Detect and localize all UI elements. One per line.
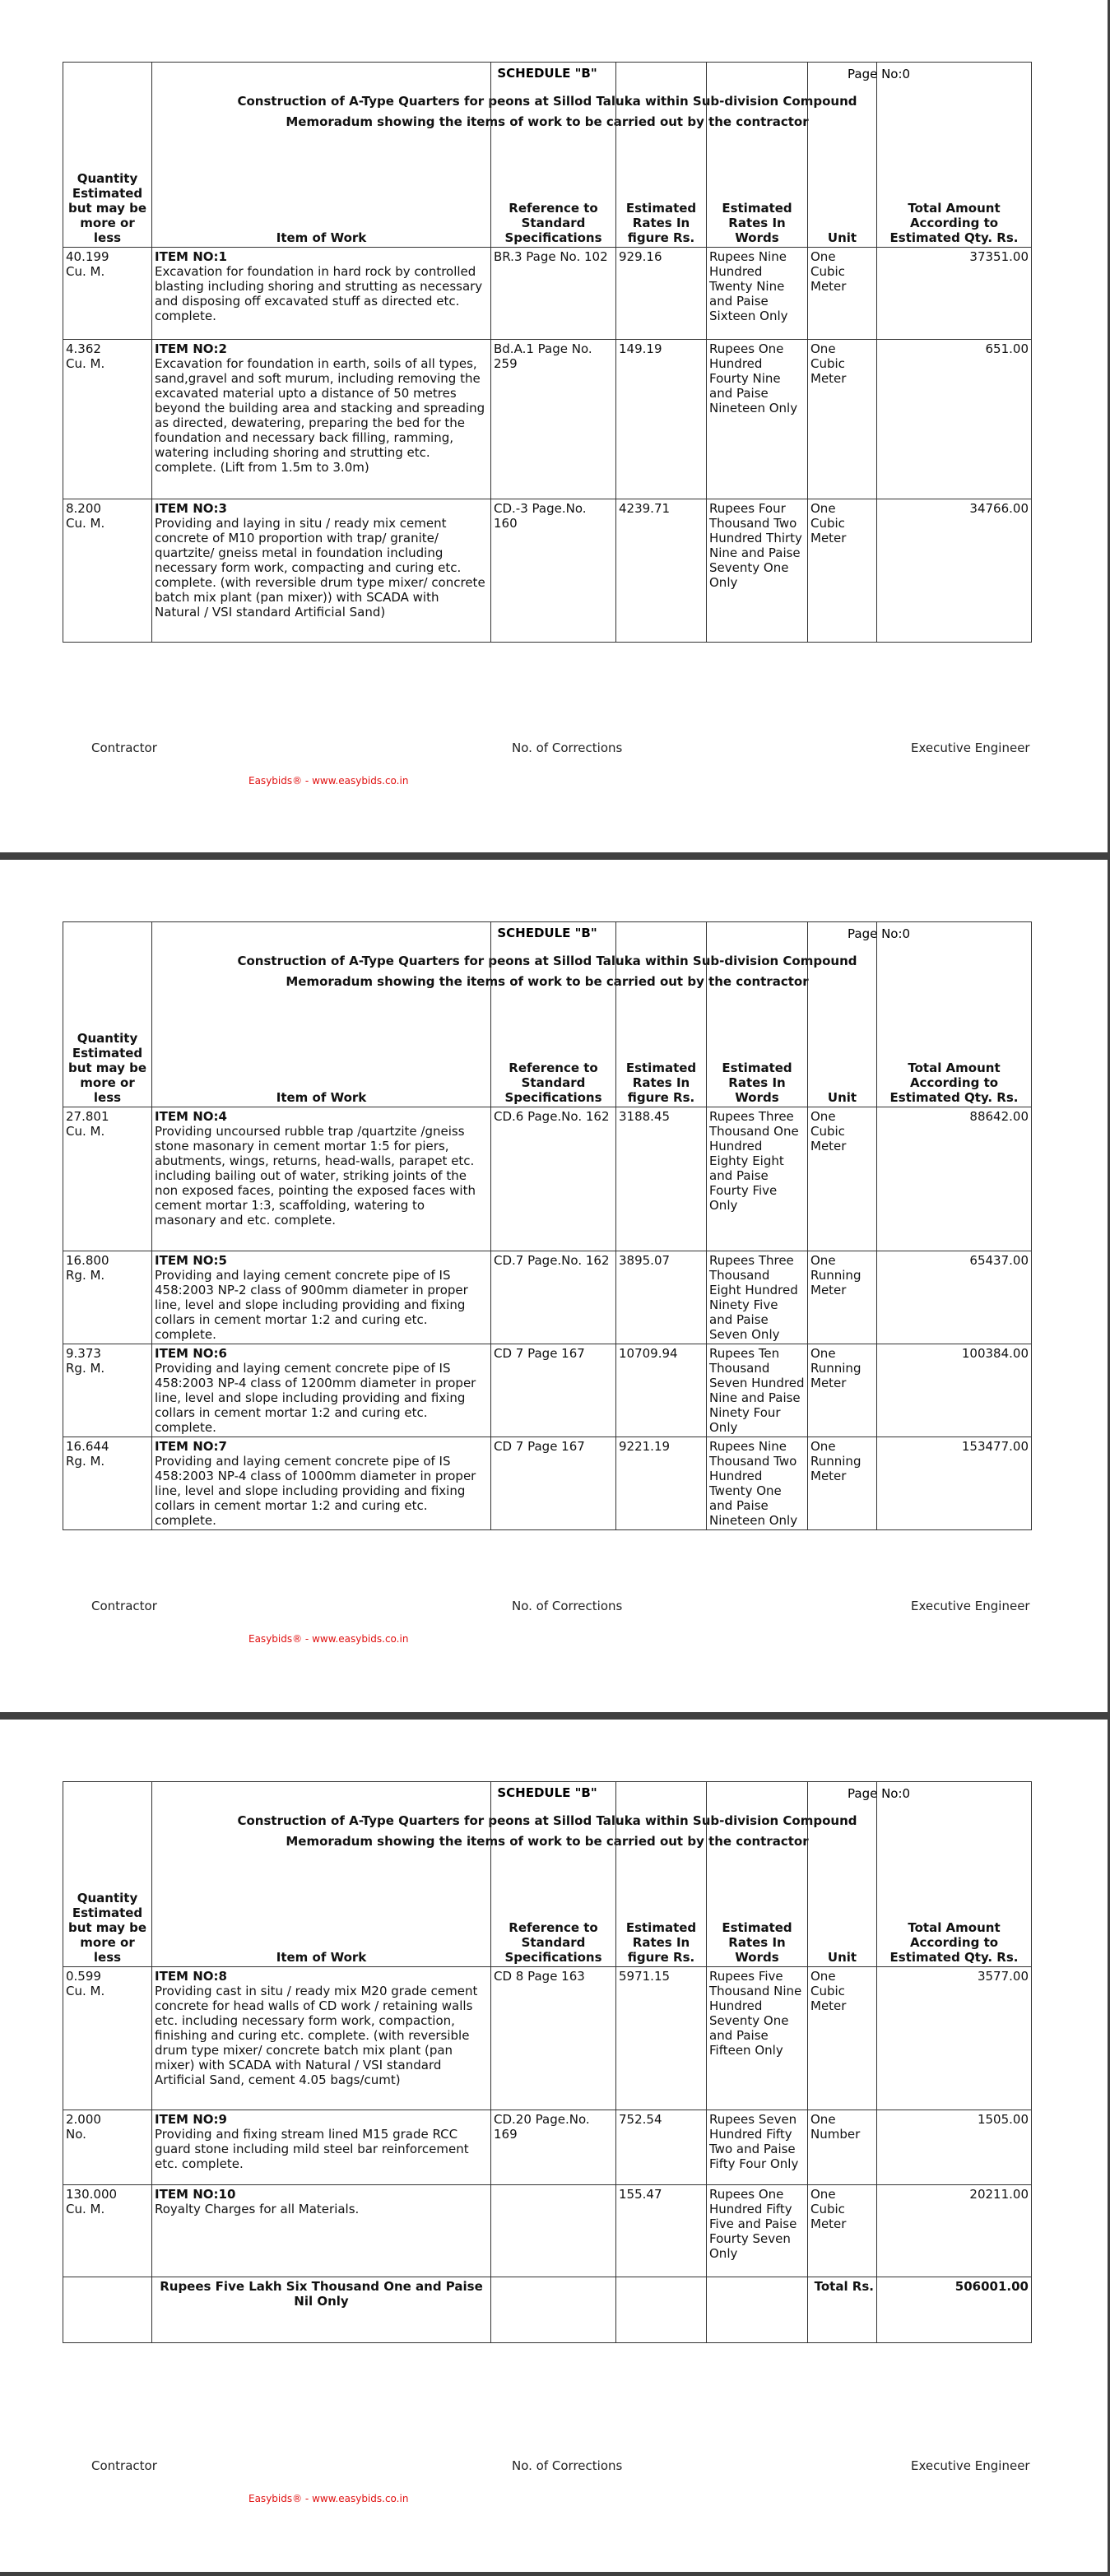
rate-cell: 9221.19 (616, 1437, 707, 1530)
qty-cell: 16.800 Rg. M. (63, 1251, 152, 1344)
total-in-words: Rupees Five Lakh Six Thousand One and Paise Nil Only (152, 2277, 491, 2343)
words-cell: Rupees Nine Thousand Two Hundred Twenty One and Paise Nineteen Only (707, 1437, 808, 1530)
rate-cell: 4239.71 (616, 499, 707, 643)
work-title: Construction of A-Type Quarters for peons at Sillod Taluka within Sub-division Compound (237, 954, 857, 968)
col-rate-figure: Estimated Rates In figure Rs. (616, 63, 707, 248)
ref-cell: Bd.A.1 Page No. 259 (491, 340, 616, 499)
col-qty: Quantity Estimated but may be more or less (63, 922, 152, 1107)
ref-cell: CD.6 Page.No. 162 (491, 1107, 616, 1251)
col-rate-figure: Estimated Rates In figure Rs. (616, 1782, 707, 1967)
col-ref: Reference to Standard Specifications (491, 1782, 616, 1967)
col-qty: Quantity Estimated but may be more or less (63, 1782, 152, 1967)
amount-cell: 20211.00 (877, 2185, 1032, 2277)
rate-cell: 5971.15 (616, 1967, 707, 2110)
amount-cell: 34766.00 (877, 499, 1032, 643)
unit-cell: One Cubic Meter (808, 2185, 877, 2277)
total-amount: 506001.00 (877, 2277, 1032, 2343)
rate-cell: 10709.94 (616, 1344, 707, 1437)
col-amount: Total Amount According to Estimated Qty. Rs. (877, 922, 1032, 1107)
ref-cell: CD 7 Page 167 (491, 1344, 616, 1437)
work-title: Construction of A-Type Quarters for peons at Sillod Taluka within Sub-division Compound (237, 1813, 857, 1828)
col-ref: Reference to Standard Specifications (491, 63, 616, 248)
table-row (63, 1107, 1032, 1251)
header-row (63, 63, 1032, 248)
table-row (63, 2185, 1032, 2277)
amount-cell: 3577.00 (877, 1967, 1032, 2110)
memo-title: Memoradum showing the items of work to be carried out by the contractor (286, 974, 809, 989)
rate-cell: 3188.45 (616, 1107, 707, 1251)
unit-cell: One Cubic Meter (808, 248, 877, 340)
words-cell: Rupees Seven Hundred Fifty Two and Paise Fifty Four Only (707, 2110, 808, 2185)
page-number-value: 0 (902, 67, 911, 81)
item-cell: ITEM NO:9 Providing and fixing stream lined M15 grade RCC guard stone including mild steel bar reinforcement etc. complete. (152, 2110, 491, 2185)
unit-cell: One Running Meter (808, 1344, 877, 1437)
table-row (63, 340, 1032, 499)
unit-cell: One Cubic Meter (808, 1107, 877, 1251)
item-cell: ITEM NO:7 Providing and laying cement concrete pipe of IS 458:2003 NP-4 class of 1000mm diameter in proper line, level and slope including providing and fixing collars in cement mortar 1:2 and curing etc. complete. (152, 1437, 491, 1530)
qty-cell: 40.199 Cu. M. (63, 248, 152, 340)
engineer-label: Executive Engineer (911, 740, 1030, 755)
item-cell: ITEM NO:6 Providing and laying cement concrete pipe of IS 458:2003 NP-4 class of 1200mm diameter in proper line, level and slope including providing and fixing collars in cement mortar 1:2 and curing etc. complete. (152, 1344, 491, 1437)
table-row (63, 2110, 1032, 2185)
unit-cell: One Cubic Meter (808, 340, 877, 499)
memo-title: Memoradum showing the items of work to be carried out by the contractor (286, 1834, 809, 1849)
words-cell: Rupees Three Thousand One Hundred Eighty Eight and Paise Fourty Five Only (707, 1107, 808, 1251)
page-number-value: 0 (902, 926, 911, 941)
words-cell: Rupees Ten Thousand Seven Hundred Nine and Paise Ninety Four Only (707, 1344, 808, 1437)
qty-cell: 0.599 Cu. M. (63, 1967, 152, 2110)
schedule-heading: SCHEDULE "B" (497, 926, 597, 940)
work-title: Construction of A-Type Quarters for peons at Sillod Taluka within Sub-division Compound (237, 94, 857, 109)
col-qty: Quantity Estimated but may be more or less (63, 63, 152, 248)
total-label: Total Rs. (808, 2277, 877, 2343)
corrections-label: No. of Corrections (512, 2458, 623, 2473)
amount-cell: 37351.00 (877, 248, 1032, 340)
item-cell: ITEM NO:5 Providing and laying cement concrete pipe of IS 458:2003 NP-2 class of 900mm diameter in proper line, level and slope including providing and fixing collars in cement mortar 1:2 and curing etc. complete. (152, 1251, 491, 1344)
col-item: Item of Work (152, 922, 491, 1107)
item-cell: ITEM NO:4 Providing uncoursed rubble trap /quartzite /gneiss stone masonary in cement mortar 1:5 for piers, abutments, wings, returns, head-walls, parapet etc. including bailing out of water, striking joints of the non exposed faces, pointing the exposed faces with cement mortar 1:3, scaffolding, watering to masonary and etc. complete. (152, 1107, 491, 1251)
table-row (63, 248, 1032, 340)
col-unit: Unit (808, 1782, 877, 1967)
qty-cell: 130.000 Cu. M. (63, 2185, 152, 2277)
table-row (63, 1251, 1032, 1344)
rate-cell: 155.47 (616, 2185, 707, 2277)
ref-cell: CD 7 Page 167 (491, 1437, 616, 1530)
contractor-label: Contractor (91, 2458, 157, 2473)
engineer-label: Executive Engineer (911, 2458, 1030, 2473)
total-blank-rate (616, 2277, 707, 2343)
ref-cell: BR.3 Page No. 102 (491, 248, 616, 340)
ref-cell (491, 2185, 616, 2277)
rate-cell: 929.16 (616, 248, 707, 340)
watermark-link[interactable]: Easybids® - www.easybids.co.in (248, 1633, 409, 1645)
corrections-label: No. of Corrections (512, 1599, 623, 1613)
item-cell: ITEM NO:2 Excavation for foundation in earth, soils of all types, sand,gravel and soft murum, including removing the excavated material upto a distance of 50 metres beyond the building area and stacking and spreading as directed, dewatering, preparing the bed for the foundation and necessary back filling, ramming, watering including shoring and strutting etc. complete. (Lift from 1.5m to 3.0m) (152, 340, 491, 499)
corrections-label: No. of Corrections (512, 740, 623, 755)
unit-cell: One Running Meter (808, 1251, 877, 1344)
watermark-link[interactable]: Easybids® - www.easybids.co.in (248, 775, 409, 787)
words-cell: Rupees Nine Hundred Twenty Nine and Paise Sixteen Only (707, 248, 808, 340)
item-cell: ITEM NO:8 Providing cast in situ / ready mix M20 grade cement concrete for head walls of CD work / retaining walls etc. including necessary form work, compaction, finishing and curing etc. complete. (with reversible drum type mixer/ concrete batch mix plant (pan mixer) with SCADA with Natural / VSI standard Artificial Sand, cement 4.05 bags/cumt) (152, 1967, 491, 2110)
col-item: Item of Work (152, 1782, 491, 1967)
col-amount: Total Amount According to Estimated Qty. Rs. (877, 63, 1032, 248)
item-cell: ITEM NO:1 Excavation for foundation in hard rock by controlled blasting including shoring and strutting as necessary and disposing off excavated stuff as directed etc. complete. (152, 248, 491, 340)
col-rate-figure: Estimated Rates In figure Rs. (616, 922, 707, 1107)
words-cell: Rupees One Hundred Fifty Five and Paise Fourty Seven Only (707, 2185, 808, 2277)
table-row (63, 1967, 1032, 2110)
page-3 (0, 1720, 1108, 2572)
unit-cell: One Cubic Meter (808, 499, 877, 643)
header-row (63, 922, 1032, 1107)
table-row (63, 1344, 1032, 1437)
total-blank-qty (63, 2277, 152, 2343)
ref-cell: CD.-3 Page.No. 160 (491, 499, 616, 643)
words-cell: Rupees Five Thousand Nine Hundred Seventy One and Paise Fifteen Only (707, 1967, 808, 2110)
qty-cell: 2.000 No. (63, 2110, 152, 2185)
rate-cell: 149.19 (616, 340, 707, 499)
unit-cell: One Running Meter (808, 1437, 877, 1530)
schedule-table (63, 1781, 1032, 2343)
table-row (63, 499, 1032, 643)
words-cell: Rupees Four Thousand Two Hundred Thirty Nine and Paise Seventy One Only (707, 499, 808, 643)
col-rate-words: Estimated Rates In Words (707, 1782, 808, 1967)
qty-cell: 16.644 Rg. M. (63, 1437, 152, 1530)
col-unit: Unit (808, 922, 877, 1107)
qty-cell: 8.200 Cu. M. (63, 499, 152, 643)
col-item: Item of Work (152, 63, 491, 248)
col-rate-words: Estimated Rates In Words (707, 63, 808, 248)
header-row (63, 1782, 1032, 1967)
schedule-heading: SCHEDULE "B" (497, 1785, 597, 1800)
page-1 (0, 0, 1108, 852)
engineer-label: Executive Engineer (911, 1599, 1030, 1613)
amount-cell: 153477.00 (877, 1437, 1032, 1530)
total-row (63, 2277, 1032, 2343)
page-label: Page No: (848, 67, 903, 81)
col-amount: Total Amount According to Estimated Qty. Rs. (877, 1782, 1032, 1967)
item-cell: ITEM NO:10 Royalty Charges for all Materials. (152, 2185, 491, 2277)
total-blank-ref (491, 2277, 616, 2343)
ref-cell: CD 8 Page 163 (491, 1967, 616, 2110)
amount-cell: 100384.00 (877, 1344, 1032, 1437)
watermark-link[interactable]: Easybids® - www.easybids.co.in (248, 2493, 409, 2504)
page-number-value: 0 (902, 1786, 911, 1801)
amount-cell: 651.00 (877, 340, 1032, 499)
page-label: Page No: (848, 926, 903, 941)
amount-cell: 65437.00 (877, 1251, 1032, 1344)
table-row (63, 1437, 1032, 1530)
page-2 (0, 860, 1108, 1712)
memo-title: Memoradum showing the items of work to be carried out by the contractor (286, 114, 809, 129)
page-label: Page No: (848, 1786, 903, 1801)
col-unit: Unit (808, 63, 877, 248)
item-cell: ITEM NO:3 Providing and laying in situ / ready mix cement concrete of M10 proportion with trap/ granite/ quartzite/ gneiss metal in foundation including necessary form work, compacting and curing etc. complete. (with reversible drum type mixer/ concrete batch mix plant (pan mixer)) with SCADA with Natural / VSI standard Artificial Sand) (152, 499, 491, 643)
contractor-label: Contractor (91, 1599, 157, 1613)
qty-cell: 27.801 Cu. M. (63, 1107, 152, 1251)
contractor-label: Contractor (91, 740, 157, 755)
col-ref: Reference to Standard Specifications (491, 922, 616, 1107)
rate-cell: 752.54 (616, 2110, 707, 2185)
unit-cell: One Cubic Meter (808, 1967, 877, 2110)
ref-cell: CD.20 Page.No. 169 (491, 2110, 616, 2185)
amount-cell: 1505.00 (877, 2110, 1032, 2185)
schedule-table (63, 62, 1032, 643)
total-blank-words (707, 2277, 808, 2343)
qty-cell: 4.362 Cu. M. (63, 340, 152, 499)
rate-cell: 3895.07 (616, 1251, 707, 1344)
words-cell: Rupees One Hundred Fourty Nine and Paise Nineteen Only (707, 340, 808, 499)
unit-cell: One Number (808, 2110, 877, 2185)
amount-cell: 88642.00 (877, 1107, 1032, 1251)
col-rate-words: Estimated Rates In Words (707, 922, 808, 1107)
ref-cell: CD.7 Page.No. 162 (491, 1251, 616, 1344)
words-cell: Rupees Three Thousand Eight Hundred Ninety Five and Paise Seven Only (707, 1251, 808, 1344)
schedule-table (63, 921, 1032, 1530)
qty-cell: 9.373 Rg. M. (63, 1344, 152, 1437)
schedule-heading: SCHEDULE "B" (497, 66, 597, 81)
